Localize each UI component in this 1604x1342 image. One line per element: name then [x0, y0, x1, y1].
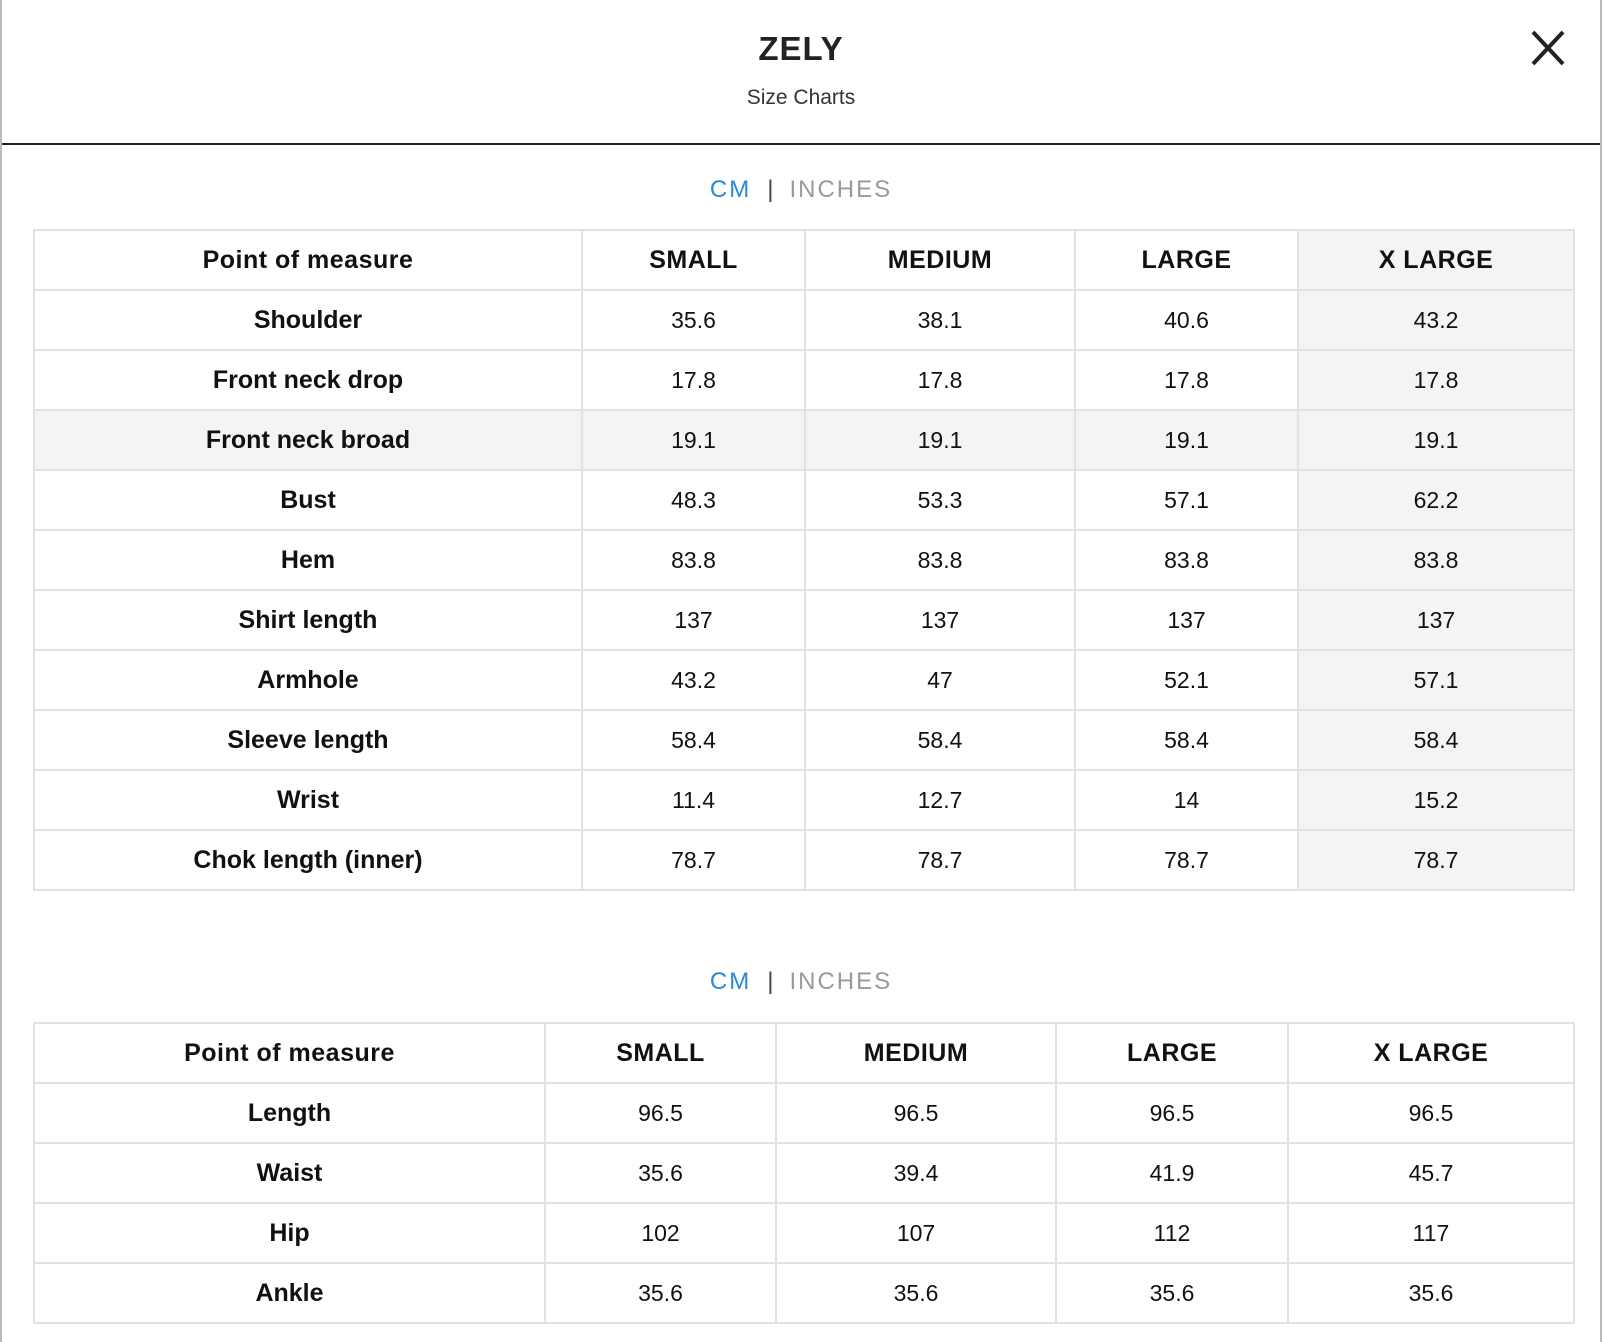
- header-row: [34, 230, 1574, 290]
- table-body: [34, 290, 1574, 890]
- measure-label: Front neck broad: [34, 410, 582, 470]
- unit-separator: |: [767, 968, 774, 995]
- measure-value: 17.8: [582, 350, 805, 410]
- header-row: [34, 1023, 1574, 1083]
- column-header-size: X LARGE: [1298, 230, 1574, 290]
- measure-value: 53.3: [805, 470, 1075, 530]
- measure-value: 38.1: [805, 290, 1075, 350]
- close-icon: [1526, 20, 1570, 76]
- measure-label: Hip: [34, 1203, 545, 1263]
- measure-value: 58.4: [1298, 710, 1574, 770]
- column-header-size: MEDIUM: [805, 230, 1075, 290]
- measure-value: 40.6: [1075, 290, 1298, 350]
- measure-value: 14: [1075, 770, 1298, 830]
- table-row: [34, 650, 1574, 710]
- measure-value: 12.7: [805, 770, 1075, 830]
- measure-value: 47: [805, 650, 1075, 710]
- table-row: [34, 1143, 1574, 1203]
- measure-value: 45.7: [1288, 1143, 1574, 1203]
- size-table: [33, 1022, 1575, 1324]
- table-row: [34, 1263, 1574, 1323]
- measure-value: 58.4: [1075, 710, 1298, 770]
- measure-value: 35.6: [1056, 1263, 1288, 1323]
- measure-value: 17.8: [1075, 350, 1298, 410]
- measure-value: 78.7: [1075, 830, 1298, 890]
- size-table: [33, 229, 1575, 891]
- table-row: [34, 830, 1574, 890]
- column-header-size: LARGE: [1056, 1023, 1288, 1083]
- measure-value: 96.5: [545, 1083, 776, 1143]
- measure-value: 19.1: [582, 410, 805, 470]
- table-row: [34, 710, 1574, 770]
- measure-value: 137: [805, 590, 1075, 650]
- unit-toggle: [2, 176, 1600, 204]
- table-header: [34, 230, 1574, 290]
- measure-value: 35.6: [776, 1263, 1056, 1323]
- measure-value: 35.6: [545, 1143, 776, 1203]
- measure-label: Sleeve length: [34, 710, 582, 770]
- measure-value: 112: [1056, 1203, 1288, 1263]
- measure-label: Hem: [34, 530, 582, 590]
- measure-value: 102: [545, 1203, 776, 1263]
- measure-value: 137: [1075, 590, 1298, 650]
- table-body: [34, 1083, 1574, 1323]
- table-row: [34, 470, 1574, 530]
- measure-value: 83.8: [805, 530, 1075, 590]
- measure-value: 58.4: [805, 710, 1075, 770]
- measure-value: 17.8: [805, 350, 1075, 410]
- measure-value: 78.7: [582, 830, 805, 890]
- measure-value: 117: [1288, 1203, 1574, 1263]
- measure-value: 41.9: [1056, 1143, 1288, 1203]
- unit-cm-tab[interactable]: CM: [709, 176, 752, 203]
- measure-value: 57.1: [1075, 470, 1298, 530]
- measure-label: Shoulder: [34, 290, 582, 350]
- measure-value: 137: [1298, 590, 1574, 650]
- measure-value: 78.7: [805, 830, 1075, 890]
- measure-value: 39.4: [776, 1143, 1056, 1203]
- measure-label: Wrist: [34, 770, 582, 830]
- measure-value: 83.8: [1075, 530, 1298, 590]
- measure-value: 58.4: [582, 710, 805, 770]
- column-header-size: X LARGE: [1288, 1023, 1574, 1083]
- measure-value: 35.6: [1288, 1263, 1574, 1323]
- table-row: [34, 530, 1574, 590]
- measure-value: 62.2: [1298, 470, 1574, 530]
- column-header-size: SMALL: [582, 230, 805, 290]
- unit-inches-tab[interactable]: INCHES: [789, 968, 893, 995]
- measure-label: Bust: [34, 470, 582, 530]
- measure-value: 35.6: [545, 1263, 776, 1323]
- table-row: [34, 1203, 1574, 1263]
- column-header-size: MEDIUM: [776, 1023, 1056, 1083]
- measure-value: 83.8: [582, 530, 805, 590]
- table-row: [34, 410, 1574, 470]
- close-button[interactable]: [1526, 20, 1570, 76]
- measure-label: Shirt length: [34, 590, 582, 650]
- unit-cm-tab[interactable]: CM: [709, 968, 752, 995]
- measure-value: 19.1: [805, 410, 1075, 470]
- unit-toggle: [2, 968, 1600, 996]
- measure-value: 57.1: [1298, 650, 1574, 710]
- table-row: [34, 590, 1574, 650]
- measure-value: 17.8: [1298, 350, 1574, 410]
- column-header-measure: Point of measure: [34, 1023, 545, 1083]
- measure-value: 52.1: [1075, 650, 1298, 710]
- measure-label: Waist: [34, 1143, 545, 1203]
- modal-subtitle: Size Charts: [746, 86, 856, 109]
- table-row: [34, 770, 1574, 830]
- measure-value: 19.1: [1075, 410, 1298, 470]
- measure-value: 15.2: [1298, 770, 1574, 830]
- table-header: [34, 1023, 1574, 1083]
- measure-value: 48.3: [582, 470, 805, 530]
- measure-value: 43.2: [582, 650, 805, 710]
- measure-value: 96.5: [1288, 1083, 1574, 1143]
- measure-value: 19.1: [1298, 410, 1574, 470]
- measure-label: Front neck drop: [34, 350, 582, 410]
- measure-label: Ankle: [34, 1263, 545, 1323]
- measure-label: Chok length (inner): [34, 830, 582, 890]
- measure-value: 43.2: [1298, 290, 1574, 350]
- table-row: [34, 1083, 1574, 1143]
- unit-separator: |: [767, 176, 774, 203]
- measure-value: 35.6: [582, 290, 805, 350]
- column-header-size: LARGE: [1075, 230, 1298, 290]
- measure-value: 107: [776, 1203, 1056, 1263]
- column-header-measure: Point of measure: [34, 230, 582, 290]
- table-row: [34, 290, 1574, 350]
- measure-label: Length: [34, 1083, 545, 1143]
- modal-header: [2, 0, 1600, 145]
- unit-inches-tab[interactable]: INCHES: [789, 176, 893, 203]
- measure-value: 96.5: [776, 1083, 1056, 1143]
- measure-value: 11.4: [582, 770, 805, 830]
- measure-value: 137: [582, 590, 805, 650]
- measure-value: 96.5: [1056, 1083, 1288, 1143]
- table-row: [34, 350, 1574, 410]
- measure-value: 83.8: [1298, 530, 1574, 590]
- brand-title: ZELY: [758, 30, 844, 67]
- column-header-size: SMALL: [545, 1023, 776, 1083]
- measure-label: Armhole: [34, 650, 582, 710]
- measure-value: 78.7: [1298, 830, 1574, 890]
